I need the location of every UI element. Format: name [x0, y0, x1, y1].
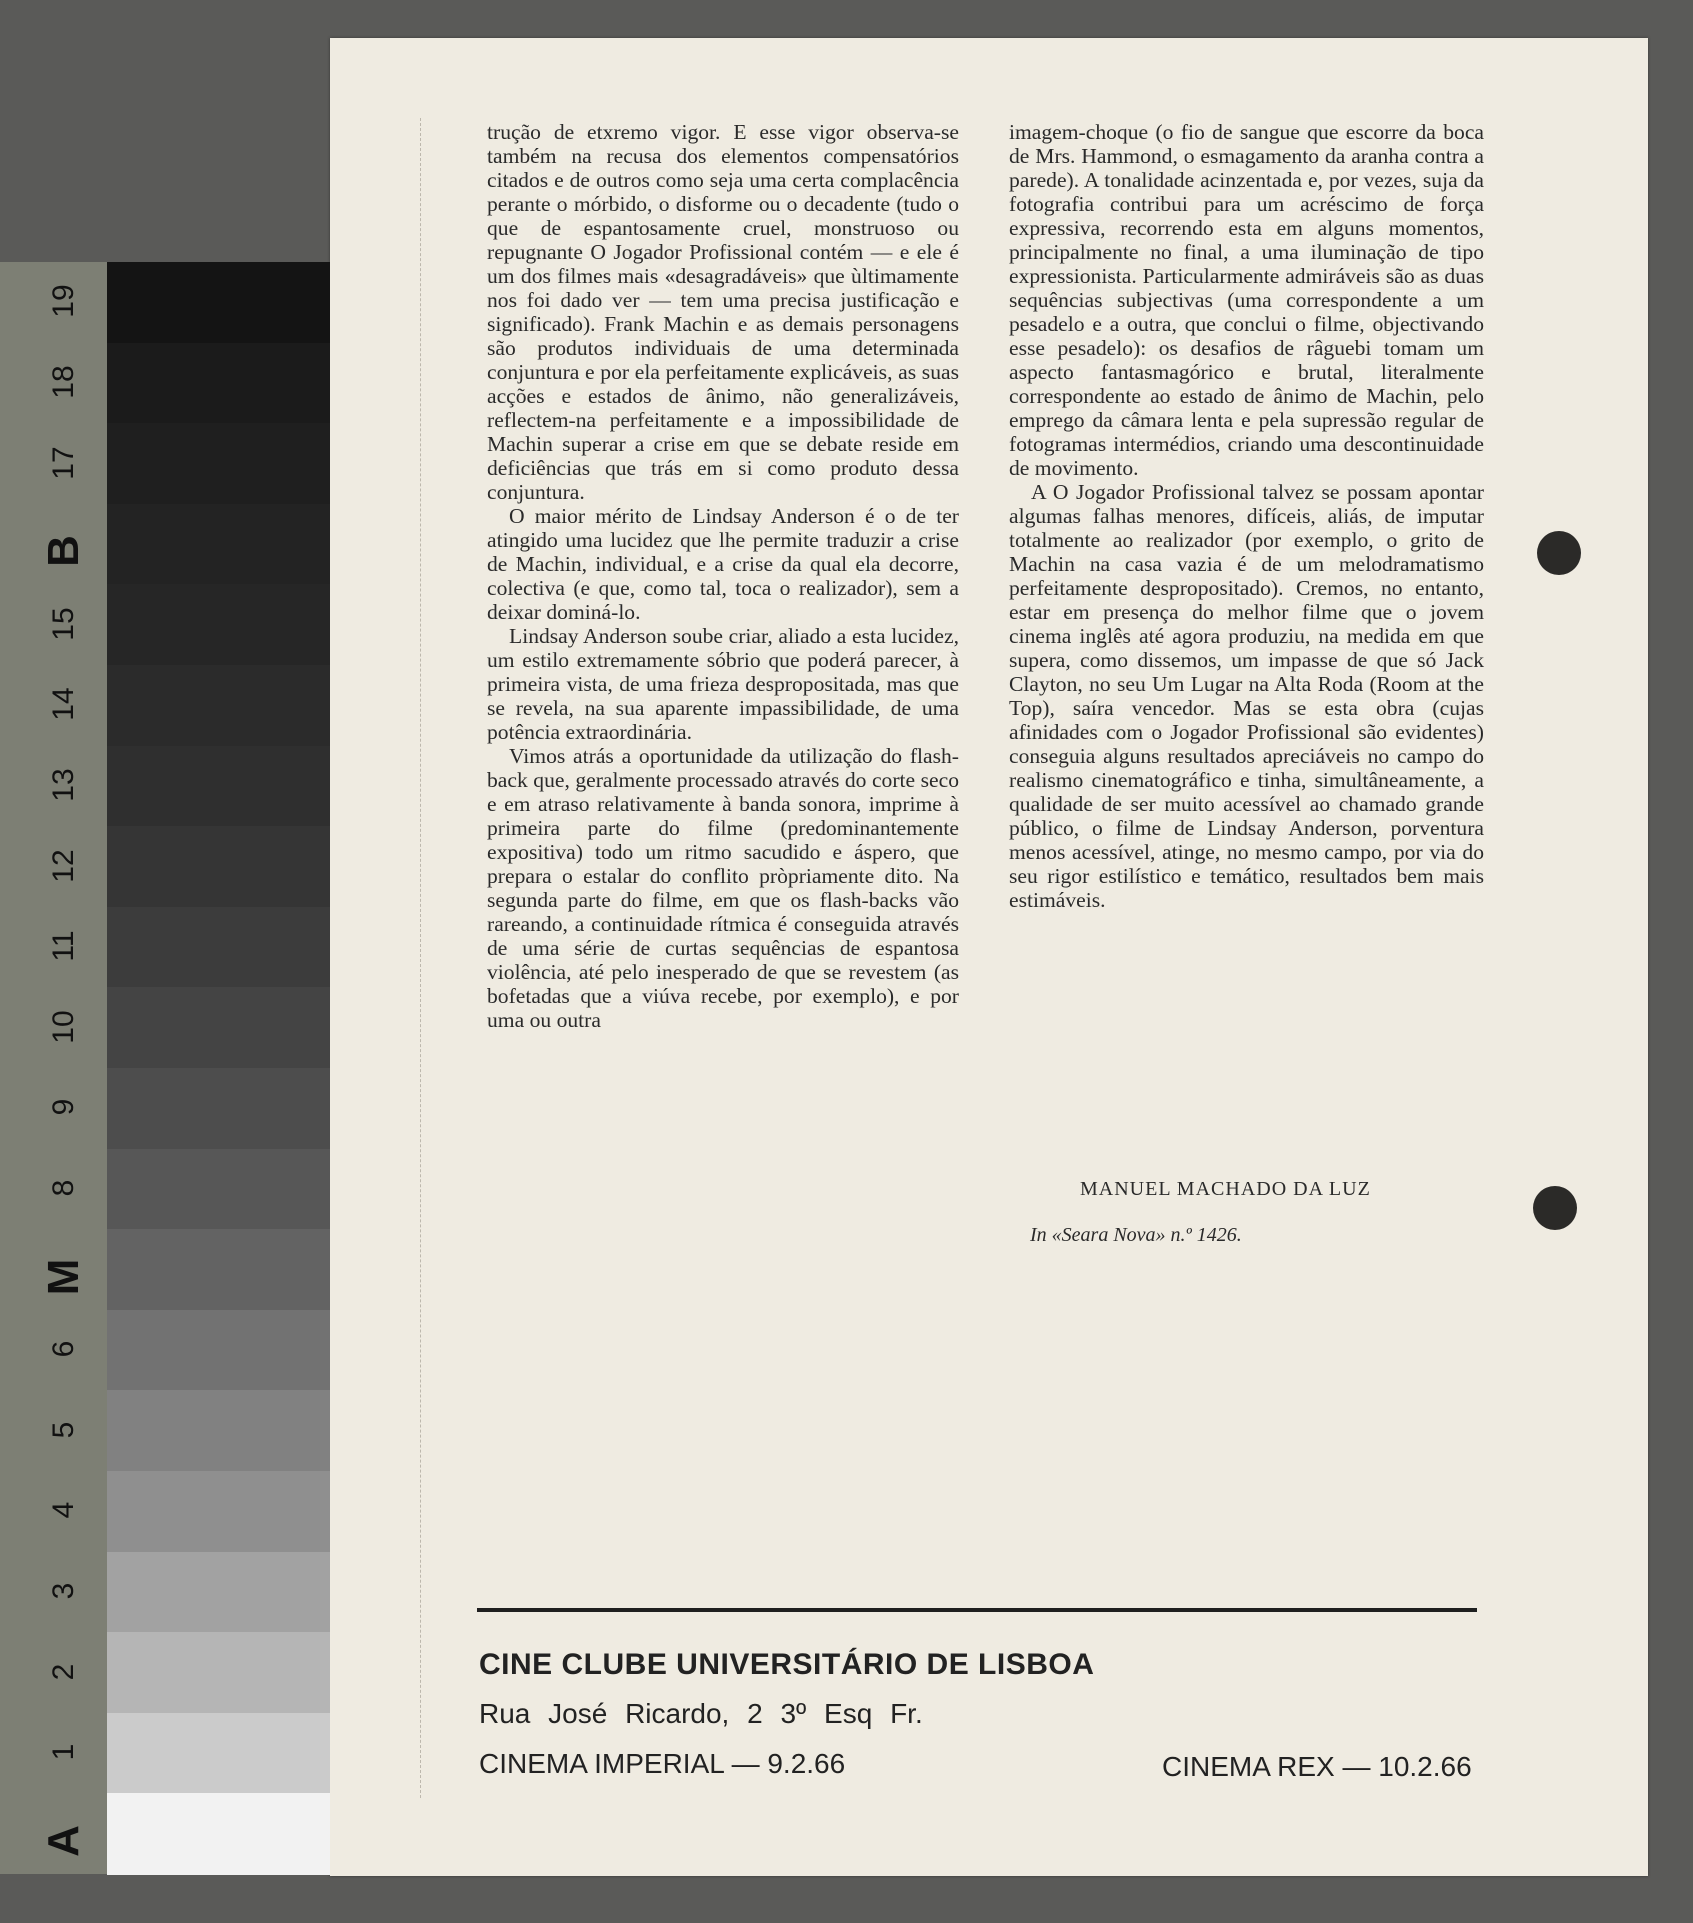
paragraph: Lindsay Anderson soube criar, aliado a esta lucidez, um estilo extremamente sóbrio que poderá parecer, à primeira vista, de uma frieza despropositada, mas que se revela, na sua aparente impassibilidade, de uma potência extraordinária. — [487, 624, 959, 744]
scale-label: 9 — [47, 1098, 80, 1116]
paste-edge — [420, 118, 425, 1798]
scale-label: 14 — [47, 687, 80, 721]
paragraph: A O Jogador Profissional talvez se possam apontar algumas falhas menores, difíceis, aliás, de imputar totalmente ao realizador (por exemplo, o grito de Machin na casa vazia é de um melodramatismo perfeitamente despropositado). Cremos, no entanto, estar em presença do melhor filme que o jovem cinema inglês até agora produziu, na medida em que supera, como dissemos, um impasse de que só Jack Clayton, no seu Um Lugar na Alta Roda (Room at the Top), saíra vencedor. Mas se esta obra (cujas afinidades com o Jogador Profissional são evidentes) conseguia alguns resultados apreciáveis no campo do realismo cinematográfico e tinha, simultâneamente, a qualidade de ser muito acessível ao chamado grande público, o filme de Lindsay Anderson, porventura menos acessível, atinge, no mesmo campo, por via do seu rigor estilístico e temático, resultados bem mais estimáveis. — [1009, 480, 1484, 912]
gray-ramp-patch — [107, 1068, 330, 1150]
gray-ramp-patch — [107, 504, 330, 586]
punch-hole — [1533, 1186, 1577, 1230]
footer-rule — [477, 1608, 1477, 1612]
right-column — [1009, 120, 1484, 912]
gray-ramp-patch — [107, 1390, 330, 1472]
gray-ramp-patch — [107, 1229, 330, 1311]
document-page — [330, 38, 1648, 1876]
club-address: Rua José Ricardo, 2 3º Esq Fr. — [479, 1698, 923, 1729]
paragraph: Vimos atrás a oportunidade da utilização do flash-back que, geralmente processado através do corte seco e em atraso relativamente à banda sonora, imprime à primeira parte do filme (predominantemente expositiva) todo um ritmo sacudido e áspero, que prepara o estalar do conflito pròpriamente dito. Na segunda parte do filme, em que os flash-backs vão rareando, a continuidade rítmica é conseguida através de uma série de curtas sequências de espantosa violência, até pelo inesperado de que se revestem (as bofetadas que a viúva recebe, por exemplo), e por uma ou outra — [487, 744, 959, 1032]
gray-ramp-patch — [107, 1632, 330, 1714]
scale-label: 19 — [47, 284, 80, 318]
gray-scale-swatches — [0, 262, 107, 1874]
gray-ramp-patch — [107, 665, 330, 747]
left-column — [487, 120, 959, 1032]
scale-label: 4 — [47, 1501, 80, 1519]
gray-ramp-patch — [107, 1310, 330, 1392]
gray-ramp-patch — [107, 262, 330, 344]
session-rex: CINEMA REX — 10.2.66 — [1162, 1751, 1472, 1782]
session-imperial: CINEMA IMPERIAL — 9.2.66 — [479, 1748, 846, 1779]
punch-hole — [1537, 531, 1581, 575]
gray-ramp-patch — [107, 343, 330, 425]
gray-ramp-patch — [107, 1793, 330, 1875]
scale-label: 11 — [47, 930, 80, 962]
scale-label: M — [39, 1258, 88, 1295]
gray-ramp-patch — [107, 1149, 330, 1231]
gray-ramp-patch — [107, 1552, 330, 1634]
gray-ramp-patch — [107, 584, 330, 666]
source-citation: In «Seara Nova» n.º 1426. — [1030, 1224, 1242, 1246]
author-name: MANUEL MACHADO DA LUZ — [1080, 1178, 1371, 1200]
gray-ramp-patch — [107, 907, 330, 989]
scale-label: 2 — [47, 1663, 80, 1680]
scale-label: 13 — [47, 768, 80, 802]
paragraph: trução de etxremo vigor. E esse vigor observa-se também na recusa dos elementos compensatórios citados e de outros como seja uma certa complacência perante o mórbido, o disforme ou o decadente (tudo o que de espantosamente cruel, monstruoso ou repugnante O Jogador Profissional contém — e ele é um dos filmes mais «desagradáveis» que ùltimamente nos foi dado ver — tem uma precisa justificação e significado). Frank Machin e as demais personagens são produtos individuais de uma determinada conjuntura e por ela perfeitamente explicáveis, as suas acções e estados de ânimo, não generalizáveis, reflectem-na perfeitamente e a impossibilidade de Machin superar a crise em que se debate reside em deficiências que trás em si como produto dessa conjuntura. — [487, 120, 959, 504]
scale-label: B — [39, 535, 88, 567]
gray-ramp-patch — [107, 987, 330, 1069]
scale-label: 1 — [47, 1743, 80, 1761]
paragraph: imagem-choque (o fio de sangue que escorre da boca de Mrs. Hammond, o esmagamento da aranha contra a parede). A tonalidade acinzentada e, por vezes, suja da fotografia contribui para um acréscimo de força expressiva, recorrendo esta em alguns momentos, principalmente no final, a uma iluminação de tipo expressionista. Particularmente admiráveis são as duas sequências subjectivas (uma correspondente a um pesadelo e a outra, que conclui o filme, objectivando esse pesadelo): os desafios de râguebi tomam um aspecto fantasmagórico e brutal, literalmente correspondente ao estado de ânimo de Machin, pelo emprego da câmara lenta e pela supressão regular de fotogramas intermédios, criando uma descontinuidade de movimento. — [1009, 120, 1484, 480]
paragraph: O maior mérito de Lindsay Anderson é o de ter atingido uma lucidez que lhe permite traduzir a crise de Machin, individual, e a crise da qual ela decorre, colectiva (e que, como tal, toca o realizador), sem a deixar dominá-lo. — [487, 504, 959, 624]
scale-label: 17 — [47, 445, 80, 480]
scale-label: 3 — [47, 1582, 80, 1600]
scale-label: 5 — [47, 1421, 80, 1439]
gray-ramp-patch — [107, 1713, 330, 1795]
scale-label: A — [39, 1824, 88, 1857]
club-name: CINE CLUBE UNIVERSITÁRIO DE LISBOA — [479, 1648, 1095, 1681]
scale-label: 10 — [47, 1010, 80, 1044]
scale-label: 8 — [47, 1179, 80, 1197]
color-checker — [0, 262, 107, 1874]
scale-label: 18 — [47, 365, 80, 399]
gray-ramp-patch — [107, 423, 330, 505]
scale-label: 12 — [47, 848, 80, 883]
gray-ramp-patch — [107, 746, 330, 828]
scale-label: 15 — [47, 607, 80, 641]
gray-ramp-patch — [107, 1471, 330, 1553]
gray-ramp — [107, 262, 330, 1874]
gray-ramp-patch — [107, 826, 330, 908]
scale-label: 6 — [47, 1340, 80, 1358]
